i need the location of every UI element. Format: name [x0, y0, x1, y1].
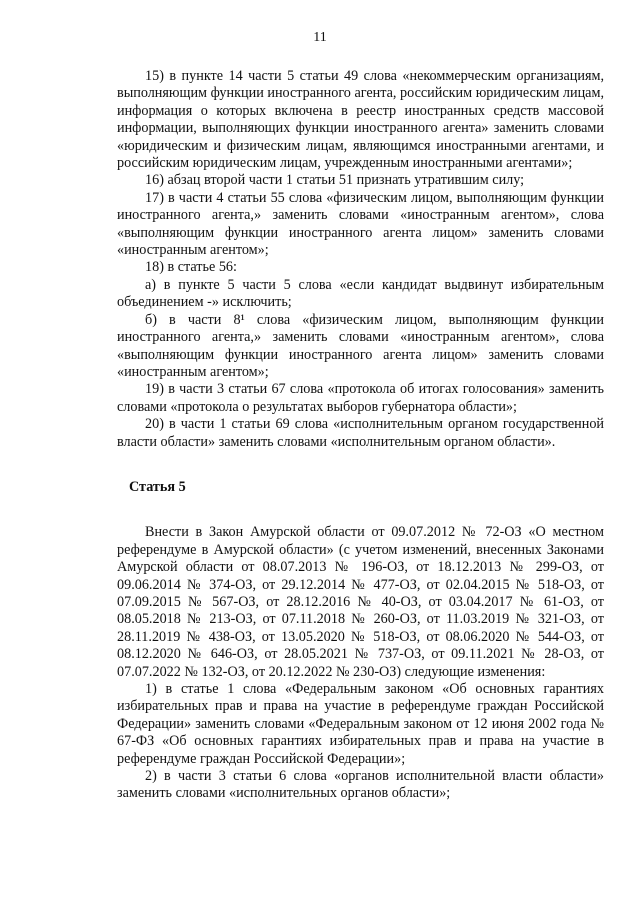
paragraph-subitem-b: б) в части 8¹ слова «физическим лицом, выполняющим функции иностранного агента,» заменить словами «иностранным агентом», слова «выполняющим функции иностранного агента лицом» заменить словами «иностранным агентом»;: [117, 311, 604, 380]
page-number: 11: [313, 30, 327, 45]
paragraph-item-16: 16) абзац второй части 1 статьи 51 признать утратившим силу;: [145, 172, 525, 189]
paragraph-item-19: 19) в части 3 статьи 67 слова «протокола об итогах голосования» заменить словами «протокола о результатах выборов губернатора области»;: [117, 381, 604, 415]
article-item-2: 2) в части 3 статьи 6 слова «органов исполнительной власти области» заменить словами «исполнительных органов области»;: [117, 768, 604, 802]
article-heading: Статья 5: [129, 478, 186, 495]
document-body: [117, 68, 604, 803]
paragraph-item-20: 20) в части 1 статьи 69 слова «исполнительным органом государственной власти области» заменить словами «исполнительным органом области».: [117, 416, 604, 450]
paragraph-item-17: 17) в части 4 статьи 55 слова «физическим лицом, выполняющим функции иностранного агента,» заменить словами «иностранным агентом», слова «выполняющим функции иностранного агента лицом» заменить словами «иностранным агентом»;: [117, 189, 604, 259]
article-item-1: 1) в статье 1 слова «Федеральным законом «Об основных гарантиях избирательных прав и права на участие в референдуме граждан Российской Федерации» заменить словами «Федеральным законом от 12 июня 2002 года № 67-ФЗ «Об основных гарантиях избирательных прав и права на участие в референдуме граждан Российской Федерации»;: [117, 681, 604, 767]
paragraph-subitem-a: а) в пункте 5 части 5 слова «если кандидат выдвинут избирательным объединением -» исключить;: [117, 276, 604, 311]
article-intro-paragraph: Внести в Закон Амурской области от 09.07.2012 № 72-ОЗ «О местном референдуме в Амурской области» (с учетом изменений, внесенных Законами Амурской области от 08.07.2013 № 196-ОЗ, от 18.12.2013 № 299-ОЗ, от 09.06.2014 № 374-ОЗ, от 29.12.2014 № 477-ОЗ, от 02.04.2015 № 518-ОЗ, от 07.09.2015 № 567-ОЗ, от 28.12.2016 № 40-ОЗ, от 03.04.2017 № 61-ОЗ, от 08.05.2018 № 213-ОЗ, от 07.11.2018 № 260-ОЗ, от 11.03.2019 № 321-ОЗ, от 28.11.2019 № 438-ОЗ, от 13.05.2020 № 518-ОЗ, от 08.06.2020 № 544-ОЗ, от 08.12.2020 № 646-ОЗ, от 28.05.2021 № 737-ОЗ, от 09.11.2021 № 28-ОЗ, от 07.07.2022 № 132-ОЗ, от 20.12.2022 № 230-ОЗ) следующие изменения:: [117, 524, 604, 680]
paragraph-item-15: 15) в пункте 14 части 5 статьи 49 слова «некоммерческим организациям, выполняющим функции иностранного агента, российским юридическим лицам, информация о которых включена в реестр иностранных средств массовой информации, выполняющих функции иностранного агента» заменить словами «юридическим и физическим лицам, являющимся иностранными агентами, и российским юридическим лицам, учрежденным иностранными агентами»;: [117, 68, 604, 172]
paragraph-item-18: 18) в статье 56:: [145, 259, 237, 276]
